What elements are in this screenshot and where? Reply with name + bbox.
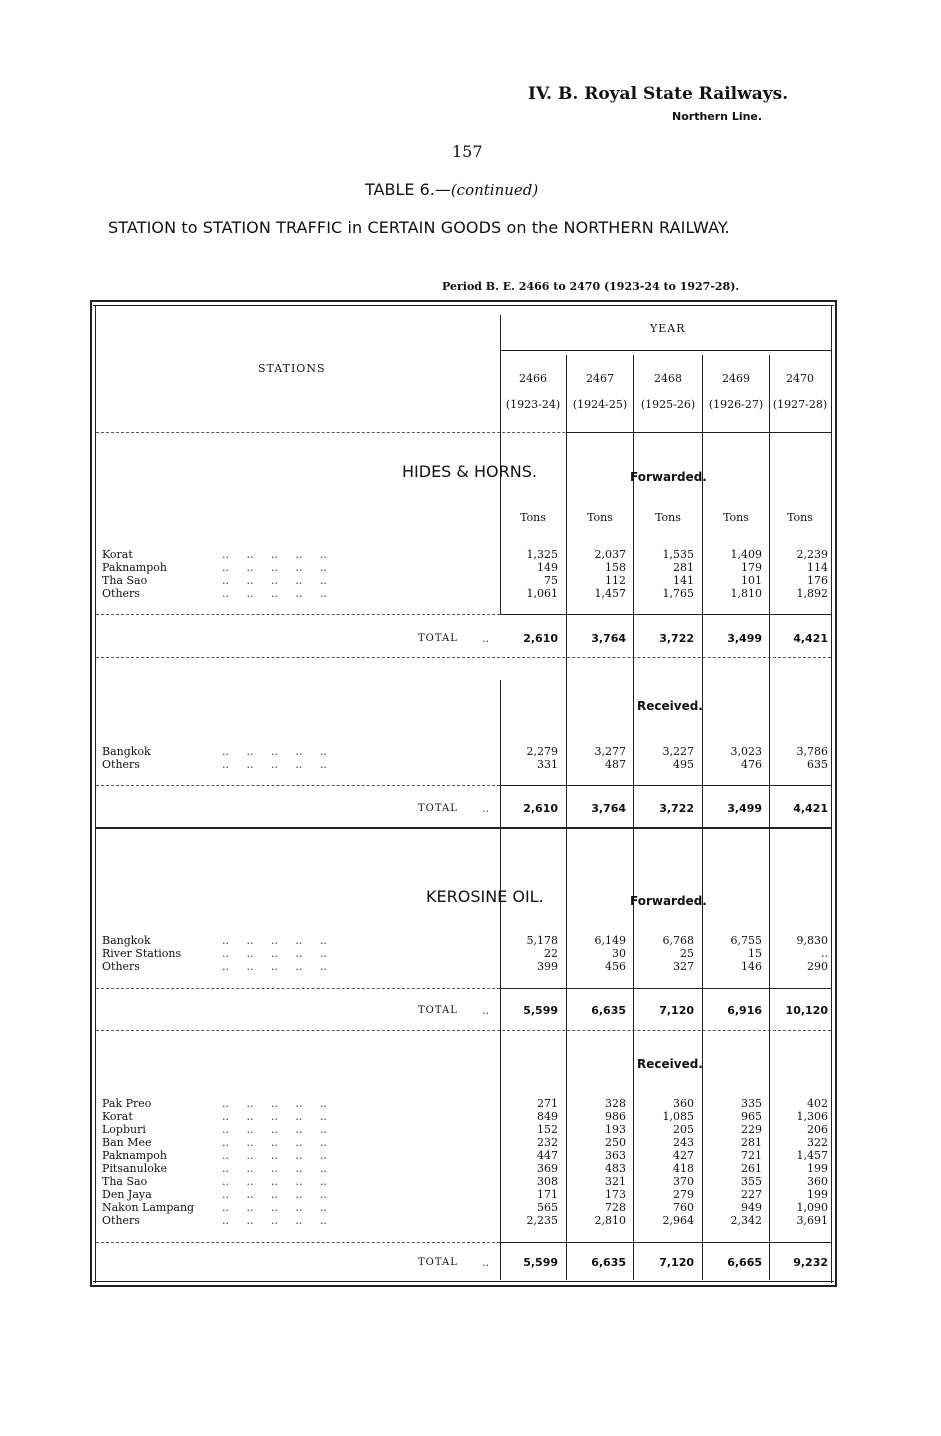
table-cell: 25 xyxy=(680,947,694,960)
table-cell: .. xyxy=(821,947,828,960)
period-note: Period B. E. 2466 to 2470 (1923-24 to 1927-28). xyxy=(442,280,740,293)
table-cell: 565 xyxy=(537,1201,558,1214)
station-name: Pitsanuloke xyxy=(102,1162,168,1175)
table-cell: 327 xyxy=(673,960,694,973)
total-cell: 3,764 xyxy=(591,632,626,645)
table-cell: 3,691 xyxy=(796,1214,828,1227)
station-name: Tha Sao xyxy=(102,574,148,587)
total-cell: 3,499 xyxy=(727,632,762,645)
table-cell: 243 xyxy=(673,1136,694,1149)
leader-dots: .. .. .. .. .. xyxy=(222,1162,327,1175)
station-name: Den Jaya xyxy=(102,1188,152,1201)
station-name: Others xyxy=(102,758,140,771)
total-label: TOTAL xyxy=(418,633,458,644)
year-header: YEAR xyxy=(650,322,686,335)
year-ad-3: (1926-27) xyxy=(708,398,764,411)
station-name: Others xyxy=(102,1214,140,1227)
station-name: Bangkok xyxy=(102,934,151,947)
total-cell: 7,120 xyxy=(659,1004,694,1017)
table-cell: 158 xyxy=(605,561,626,574)
table-cell: 1,457 xyxy=(594,587,626,600)
table-cell: 281 xyxy=(673,561,694,574)
table-cell: 1,061 xyxy=(526,587,558,600)
table-cell: 141 xyxy=(673,574,694,587)
total-cell: 6,665 xyxy=(727,1256,762,1269)
table-cell: 1,457 xyxy=(796,1149,828,1162)
table-cell: 205 xyxy=(673,1123,694,1136)
total-label: TOTAL xyxy=(418,803,458,814)
leader-dots: .. .. .. .. .. xyxy=(222,1097,327,1110)
table-cell: 199 xyxy=(807,1188,828,1201)
table-continued: (continued) xyxy=(450,181,539,199)
table-cell: 308 xyxy=(537,1175,558,1188)
table-cell: 721 xyxy=(741,1149,762,1162)
received-label: Received. xyxy=(637,699,703,713)
table-cell: 328 xyxy=(605,1097,626,1110)
line-heading: Northern Line. xyxy=(672,110,763,123)
table-cell: 3,786 xyxy=(796,745,828,758)
table-cell: 152 xyxy=(537,1123,558,1136)
table-cell: 281 xyxy=(741,1136,762,1149)
table-cell: 1,892 xyxy=(796,587,828,600)
total-cell: 4,421 xyxy=(793,632,828,645)
table-cell: 728 xyxy=(605,1201,626,1214)
station-name: Paknampoh xyxy=(102,1149,167,1162)
station-name: Pak Preo xyxy=(102,1097,152,1110)
year-be-3: 2469 xyxy=(722,372,750,385)
table-cell: 179 xyxy=(741,561,762,574)
total-cell: 3,722 xyxy=(659,632,694,645)
table-cell: 418 xyxy=(673,1162,694,1175)
page-number: 157 xyxy=(452,142,483,161)
table-cell: 1,306 xyxy=(796,1110,828,1123)
section-title: HIDES & HORNS. xyxy=(402,462,537,481)
total-cell: 5,599 xyxy=(523,1256,558,1269)
stations-header: STATIONS xyxy=(258,362,326,375)
table-cell: 635 xyxy=(807,758,828,771)
station-name: Ban Mee xyxy=(102,1136,152,1149)
table-cell: 2,342 xyxy=(730,1214,762,1227)
table-cell: 2,239 xyxy=(796,548,828,561)
table-cell: 206 xyxy=(807,1123,828,1136)
unit-label: Tons xyxy=(520,511,546,524)
total-cell: 6,635 xyxy=(591,1004,626,1017)
total-dots: .. xyxy=(482,632,489,645)
table-cell: 75 xyxy=(544,574,558,587)
station-name: River Stations xyxy=(102,947,182,960)
table-cell: 2,235 xyxy=(526,1214,558,1227)
table-cell: 9,830 xyxy=(796,934,828,947)
total-dots: .. xyxy=(482,1004,489,1017)
forwarded-label: Forwarded. xyxy=(630,894,707,908)
table-cell: 232 xyxy=(537,1136,558,1149)
leader-dots: .. .. .. .. .. xyxy=(222,1110,327,1123)
station-name: Korat xyxy=(102,548,133,561)
table-cell: 3,227 xyxy=(662,745,694,758)
table-cell: 355 xyxy=(741,1175,762,1188)
table-cell: 760 xyxy=(673,1201,694,1214)
table-cell: 1,535 xyxy=(662,548,694,561)
total-label: TOTAL xyxy=(418,1257,458,1268)
table-cell: 849 xyxy=(537,1110,558,1123)
table-cell: 1,090 xyxy=(796,1201,828,1214)
table-cell: 271 xyxy=(537,1097,558,1110)
series-heading: IV. B. Royal State Railways. xyxy=(528,84,789,104)
station-name: Lopburi xyxy=(102,1123,146,1136)
table-cell: 173 xyxy=(605,1188,626,1201)
table-cell: 495 xyxy=(673,758,694,771)
leader-dots: .. .. .. .. .. xyxy=(222,745,327,758)
table-cell: 360 xyxy=(673,1097,694,1110)
year-be-4: 2470 xyxy=(786,372,814,385)
total-cell: 3,722 xyxy=(659,802,694,815)
unit-label: Tons xyxy=(587,511,613,524)
table-cell: 360 xyxy=(807,1175,828,1188)
total-cell: 7,120 xyxy=(659,1256,694,1269)
total-cell: 2,610 xyxy=(523,802,558,815)
year-ad-4: (1927-28) xyxy=(772,398,828,411)
station-name: Others xyxy=(102,960,140,973)
table-cell: 290 xyxy=(807,960,828,973)
leader-dots: .. .. .. .. .. xyxy=(222,587,327,600)
unit-label: Tons xyxy=(723,511,749,524)
table-cell: 2,810 xyxy=(594,1214,626,1227)
table-cell: 229 xyxy=(741,1123,762,1136)
leader-dots: .. .. .. .. .. xyxy=(222,1136,327,1149)
year-ad-1: (1924-25) xyxy=(572,398,628,411)
table-cell: 6,149 xyxy=(594,934,626,947)
table-cell: 402 xyxy=(807,1097,828,1110)
table-cell: 193 xyxy=(605,1123,626,1136)
total-cell: 5,599 xyxy=(523,1004,558,1017)
table-cell: 250 xyxy=(605,1136,626,1149)
leader-dots: .. .. .. .. .. xyxy=(222,960,327,973)
total-label: TOTAL xyxy=(418,1005,458,1016)
year-ad-2: (1925-26) xyxy=(640,398,696,411)
table-cell: 335 xyxy=(741,1097,762,1110)
leader-dots: .. .. .. .. .. xyxy=(222,1201,327,1214)
station-name: Tha Sao xyxy=(102,1175,148,1188)
table-cell: 487 xyxy=(605,758,626,771)
table-label-text: TABLE 6.— xyxy=(365,180,451,199)
leader-dots: .. .. .. .. .. xyxy=(222,758,327,771)
table-cell: 22 xyxy=(544,947,558,960)
leader-dots: .. .. .. .. .. xyxy=(222,1123,327,1136)
table-cell: 1,325 xyxy=(526,548,558,561)
leader-dots: .. .. .. .. .. xyxy=(222,574,327,587)
table-cell: 101 xyxy=(741,574,762,587)
table-cell: 965 xyxy=(741,1110,762,1123)
leader-dots: .. .. .. .. .. xyxy=(222,947,327,960)
table-cell: 1,810 xyxy=(730,587,762,600)
leader-dots: .. .. .. .. .. xyxy=(222,548,327,561)
leader-dots: .. .. .. .. .. xyxy=(222,1214,327,1227)
total-cell: 3,499 xyxy=(727,802,762,815)
total-cell: 3,764 xyxy=(591,802,626,815)
section-title: KEROSINE OIL. xyxy=(426,887,544,906)
station-name: Paknampoh xyxy=(102,561,167,574)
total-cell: 2,610 xyxy=(523,632,558,645)
received-label: Received. xyxy=(637,1057,703,1071)
table-cell: 1,765 xyxy=(662,587,694,600)
forwarded-label: Forwarded. xyxy=(630,470,707,484)
table-cell: 369 xyxy=(537,1162,558,1175)
table-cell: 199 xyxy=(807,1162,828,1175)
table-cell: 6,755 xyxy=(730,934,762,947)
table-cell: 949 xyxy=(741,1201,762,1214)
table-cell: 279 xyxy=(673,1188,694,1201)
unit-label: Tons xyxy=(655,511,681,524)
year-be-0: 2466 xyxy=(519,372,547,385)
table-cell: 3,277 xyxy=(594,745,626,758)
table-cell: 2,964 xyxy=(662,1214,694,1227)
table-cell: 456 xyxy=(605,960,626,973)
table-cell: 483 xyxy=(605,1162,626,1175)
table-cell: 1,085 xyxy=(662,1110,694,1123)
table-cell: 5,178 xyxy=(526,934,558,947)
station-name: Nakon Lampang xyxy=(102,1201,195,1214)
table-cell: 370 xyxy=(673,1175,694,1188)
year-be-1: 2467 xyxy=(586,372,614,385)
leader-dots: .. .. .. .. .. xyxy=(222,1188,327,1201)
table-cell: 399 xyxy=(537,960,558,973)
table-cell: 2,037 xyxy=(594,548,626,561)
table-cell: 112 xyxy=(605,574,626,587)
table-cell: 3,023 xyxy=(730,745,762,758)
table-cell: 427 xyxy=(673,1149,694,1162)
leader-dots: .. .. .. .. .. xyxy=(222,561,327,574)
leader-dots: .. .. .. .. .. xyxy=(222,1175,327,1188)
year-ad-0: (1923-24) xyxy=(505,398,561,411)
unit-label: Tons xyxy=(787,511,813,524)
total-cell: 9,232 xyxy=(793,1256,828,1269)
table-cell: 15 xyxy=(748,947,762,960)
table-cell: 30 xyxy=(612,947,626,960)
table-cell: 447 xyxy=(537,1149,558,1162)
table-title: STATION to STATION TRAFFIC in CERTAIN GOODS on the NORTHERN RAILWAY. xyxy=(108,218,730,237)
total-cell: 6,635 xyxy=(591,1256,626,1269)
total-dots: .. xyxy=(482,802,489,815)
station-name: Others xyxy=(102,587,140,600)
leader-dots: .. .. .. .. .. xyxy=(222,1149,327,1162)
total-cell: 4,421 xyxy=(793,802,828,815)
table-cell: 2,279 xyxy=(526,745,558,758)
leader-dots: .. .. .. .. .. xyxy=(222,934,327,947)
table-cell: 986 xyxy=(605,1110,626,1123)
table-cell: 261 xyxy=(741,1162,762,1175)
table-cell: 171 xyxy=(537,1188,558,1201)
table-cell: 331 xyxy=(537,758,558,771)
table-cell: 363 xyxy=(605,1149,626,1162)
total-dots: .. xyxy=(482,1256,489,1269)
table-cell: 322 xyxy=(807,1136,828,1149)
table-cell: 149 xyxy=(537,561,558,574)
table-cell: 227 xyxy=(741,1188,762,1201)
table-cell: 146 xyxy=(741,960,762,973)
station-name: Korat xyxy=(102,1110,133,1123)
year-be-2: 2468 xyxy=(654,372,682,385)
total-cell: 10,120 xyxy=(785,1004,828,1017)
station-name: Bangkok xyxy=(102,745,151,758)
table-cell: 1,409 xyxy=(730,548,762,561)
total-cell: 6,916 xyxy=(727,1004,762,1017)
table-label xyxy=(365,180,538,199)
table-cell: 476 xyxy=(741,758,762,771)
table-cell: 176 xyxy=(807,574,828,587)
table-cell: 321 xyxy=(605,1175,626,1188)
table-cell: 6,768 xyxy=(662,934,694,947)
table-cell: 114 xyxy=(807,561,828,574)
